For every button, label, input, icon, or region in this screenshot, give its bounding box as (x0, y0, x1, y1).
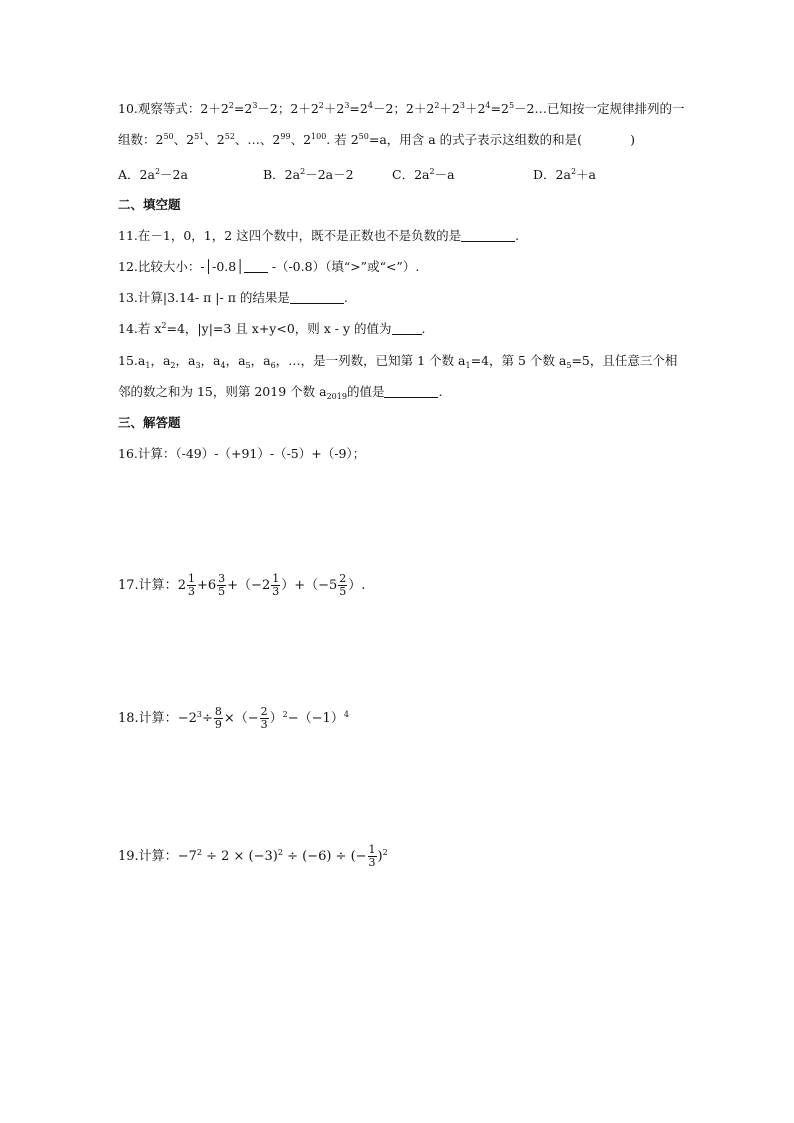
q10-text: ) (630, 132, 635, 147)
q15-sub: 6 (270, 361, 276, 370)
q18-text: ÷ (201, 711, 213, 726)
fraction (187, 573, 196, 598)
q11-end: . (515, 228, 520, 243)
answer-blank[interactable] (392, 322, 422, 335)
q18-text: ×（− (223, 711, 259, 726)
q15-text: 的值是 (346, 384, 385, 399)
q18-label: 18.计算： (118, 711, 178, 726)
q15-sub: 5 (245, 361, 251, 370)
q10-exp: 3 (459, 101, 465, 110)
fraction-numerator: 1 (187, 572, 195, 585)
fraction-denominator: 5 (218, 585, 226, 598)
question-14 (118, 320, 426, 338)
q19-text: ÷ (−6) ÷ (− (282, 849, 367, 864)
fraction (368, 844, 377, 869)
fraction-numerator: 2 (339, 572, 347, 585)
question-19 (118, 843, 388, 871)
q15-text: ，a (250, 353, 271, 368)
q10-exp: 99 (280, 132, 291, 141)
q18-text: −2 (177, 711, 197, 726)
q10-text: 2＋2 (405, 101, 435, 116)
q10-prefix: 10.观察等式： (118, 101, 201, 116)
fraction (260, 706, 269, 731)
q10-text: 2＋2 (290, 101, 319, 116)
q15-sub: 3 (195, 361, 201, 370)
answer-blank[interactable] (384, 385, 438, 398)
q19-exp: 2 (196, 848, 202, 857)
q10-exp: 2 (434, 101, 440, 110)
q10-text: 、2 (173, 132, 195, 147)
option-c[interactable] (392, 165, 455, 183)
question-18 (118, 705, 349, 733)
section-heading-fill-in: 二、填空题 (118, 197, 181, 212)
option-text: C．2a (392, 167, 430, 182)
q15-text: ，a (225, 353, 246, 368)
q18-text: ） (269, 711, 283, 726)
question-16: 16.计算：（-49）-（+91）-（-5）+（-9）； (118, 446, 366, 461)
operator: ）+（−5 (281, 578, 338, 593)
q15-text: ，a (200, 353, 221, 368)
q13-text: 13.计算|3.14- π |- π 的结果是 (118, 290, 290, 305)
q13-end: . (343, 290, 348, 305)
q19-exp: 2 (277, 848, 283, 857)
q14-exp: 2 (161, 321, 167, 330)
question-15-line-2 (118, 383, 442, 401)
q10-text: =a，用含 a 的式子表示这组数的和是( (368, 132, 583, 147)
q10-text: . 若 2 (326, 132, 359, 147)
q15-sub: 2019 (326, 392, 347, 401)
q10-text: =2 (233, 101, 253, 116)
fraction-numerator: 8 (214, 705, 222, 718)
q10-exp: 5 (508, 101, 515, 110)
q17-label: 17.计算： (118, 578, 178, 593)
q10-text: 组数：2 (118, 132, 164, 147)
q10-exp: 2 (228, 101, 234, 110)
question-13 (118, 289, 348, 307)
q19-text: −7 (177, 849, 197, 864)
q15-sub: 1 (145, 361, 151, 370)
operator: +（−2 (227, 578, 271, 593)
q10-exp: 4 (367, 101, 373, 110)
q10-text: －2； (372, 101, 406, 116)
q18-text: −（−1） (287, 711, 344, 726)
q10-exp: 3 (344, 101, 350, 110)
option-text: －2a－2 (305, 167, 354, 182)
q10-text: 、2 (290, 132, 312, 147)
q10-text: －2； (257, 101, 291, 116)
fraction (214, 706, 223, 731)
q14-end: . (421, 321, 426, 336)
fraction-denominator: 9 (214, 718, 222, 731)
mixed-whole: 6 (207, 578, 217, 593)
q10-exp: 4 (485, 101, 491, 110)
fraction-numerator: 1 (368, 843, 376, 856)
option-text: A．2a (118, 167, 155, 182)
option-b[interactable] (263, 165, 354, 183)
q10-exp: 100 (311, 132, 327, 141)
q12-text: 12.比较大小：-│-0.8│ (118, 259, 244, 274)
q15-text: 15.a (118, 353, 146, 368)
option-d[interactable] (533, 165, 596, 183)
question-10-line-2 (118, 131, 635, 149)
option-exp: 2 (300, 167, 306, 176)
q12-text-rest: -（-0.8）（填“>”或“<”）. (267, 259, 420, 274)
q15-sub: 4 (220, 361, 226, 370)
q15-text: ，a (175, 353, 196, 368)
option-text: B．2a (263, 167, 301, 182)
q10-exp: 50 (163, 132, 174, 141)
q15-text: =5，且任意三个相 (571, 353, 678, 368)
q18-exp: 4 (343, 710, 349, 719)
question-17 (118, 572, 365, 600)
q15-sub: 5 (566, 361, 572, 370)
q14-text: 14.若 x (118, 321, 162, 336)
fraction (217, 573, 226, 598)
mixed-whole: 2 (177, 578, 186, 593)
q15-text: ，…，是一列数，已知第 1 个数 a (275, 353, 466, 368)
q10-text: =2 (490, 101, 509, 116)
question-15-line-1 (118, 352, 677, 370)
option-exp: 2 (570, 167, 577, 176)
option-text: ＋a (576, 167, 596, 182)
q15-text: =4，第 5 个数 a (470, 353, 567, 368)
q10-text: 、2 (204, 132, 225, 147)
q10-text: ＋2 (323, 101, 345, 116)
q19-exp: 2 (382, 848, 388, 857)
fraction-denominator: 3 (272, 585, 280, 598)
q15-sub: 2 (170, 361, 176, 370)
question-12 (118, 258, 419, 276)
q15-text: 邻的数之和为 15，则第 2019 个数 a (118, 384, 327, 399)
fraction-denominator: 5 (339, 585, 347, 598)
q18-exp: 2 (282, 710, 288, 719)
fraction (271, 573, 280, 598)
q19-text: ) (377, 849, 383, 864)
q15-text: ，a (150, 353, 171, 368)
q19-label: 19.计算： (118, 849, 178, 864)
question-11 (118, 227, 519, 245)
option-text: －a (434, 167, 455, 182)
q10-exp: 50 (358, 132, 369, 141)
q10-text: 、…、2 (234, 132, 281, 147)
q15-end: . (438, 384, 443, 399)
fraction-numerator: 1 (272, 572, 280, 585)
q18-exp: 3 (196, 710, 202, 719)
option-text: －2a (160, 167, 188, 182)
q11-text: 11.在－1，0，1，2 这四个数中，既不是正数也不是负数的是 (118, 228, 462, 243)
q10-exp: 3 (252, 101, 258, 110)
q10-text: ＋2 (464, 101, 486, 116)
q10-text: ＋2 (439, 101, 460, 116)
q10-exp: 51 (194, 132, 205, 141)
fraction-numerator: 2 (260, 705, 268, 718)
q10-exp: 2 (318, 101, 324, 110)
option-exp: 2 (154, 167, 161, 176)
fraction-denominator: 3 (260, 718, 268, 731)
q10-text: =2 (349, 101, 368, 116)
fraction (338, 573, 347, 598)
answer-blank[interactable] (244, 260, 268, 273)
option-a[interactable] (118, 165, 188, 183)
option-text: D．2a (533, 167, 571, 182)
q14-text: =4，|y|=3 且 x+y<0，则 x - y 的值为 (166, 321, 392, 336)
fraction-denominator: 3 (187, 585, 195, 598)
question-10-line-1 (118, 100, 685, 118)
q15-sub: 1 (465, 361, 471, 370)
operator: + (196, 578, 208, 593)
q19-text: ÷ 2 × (−3) (201, 849, 278, 864)
section-heading-solve: 三、解答题 (118, 415, 181, 430)
fraction-numerator: 3 (218, 572, 226, 585)
q10-exp: 52 (224, 132, 235, 141)
operator: ）. (348, 578, 366, 593)
fraction-denominator: 3 (368, 856, 376, 869)
q10-text: 2＋2 (200, 101, 229, 116)
q10-text: －2…已知按一定规律排列的一 (514, 101, 685, 116)
answer-blank[interactable] (290, 291, 344, 304)
option-exp: 2 (429, 167, 435, 176)
answer-blank[interactable] (461, 229, 515, 242)
